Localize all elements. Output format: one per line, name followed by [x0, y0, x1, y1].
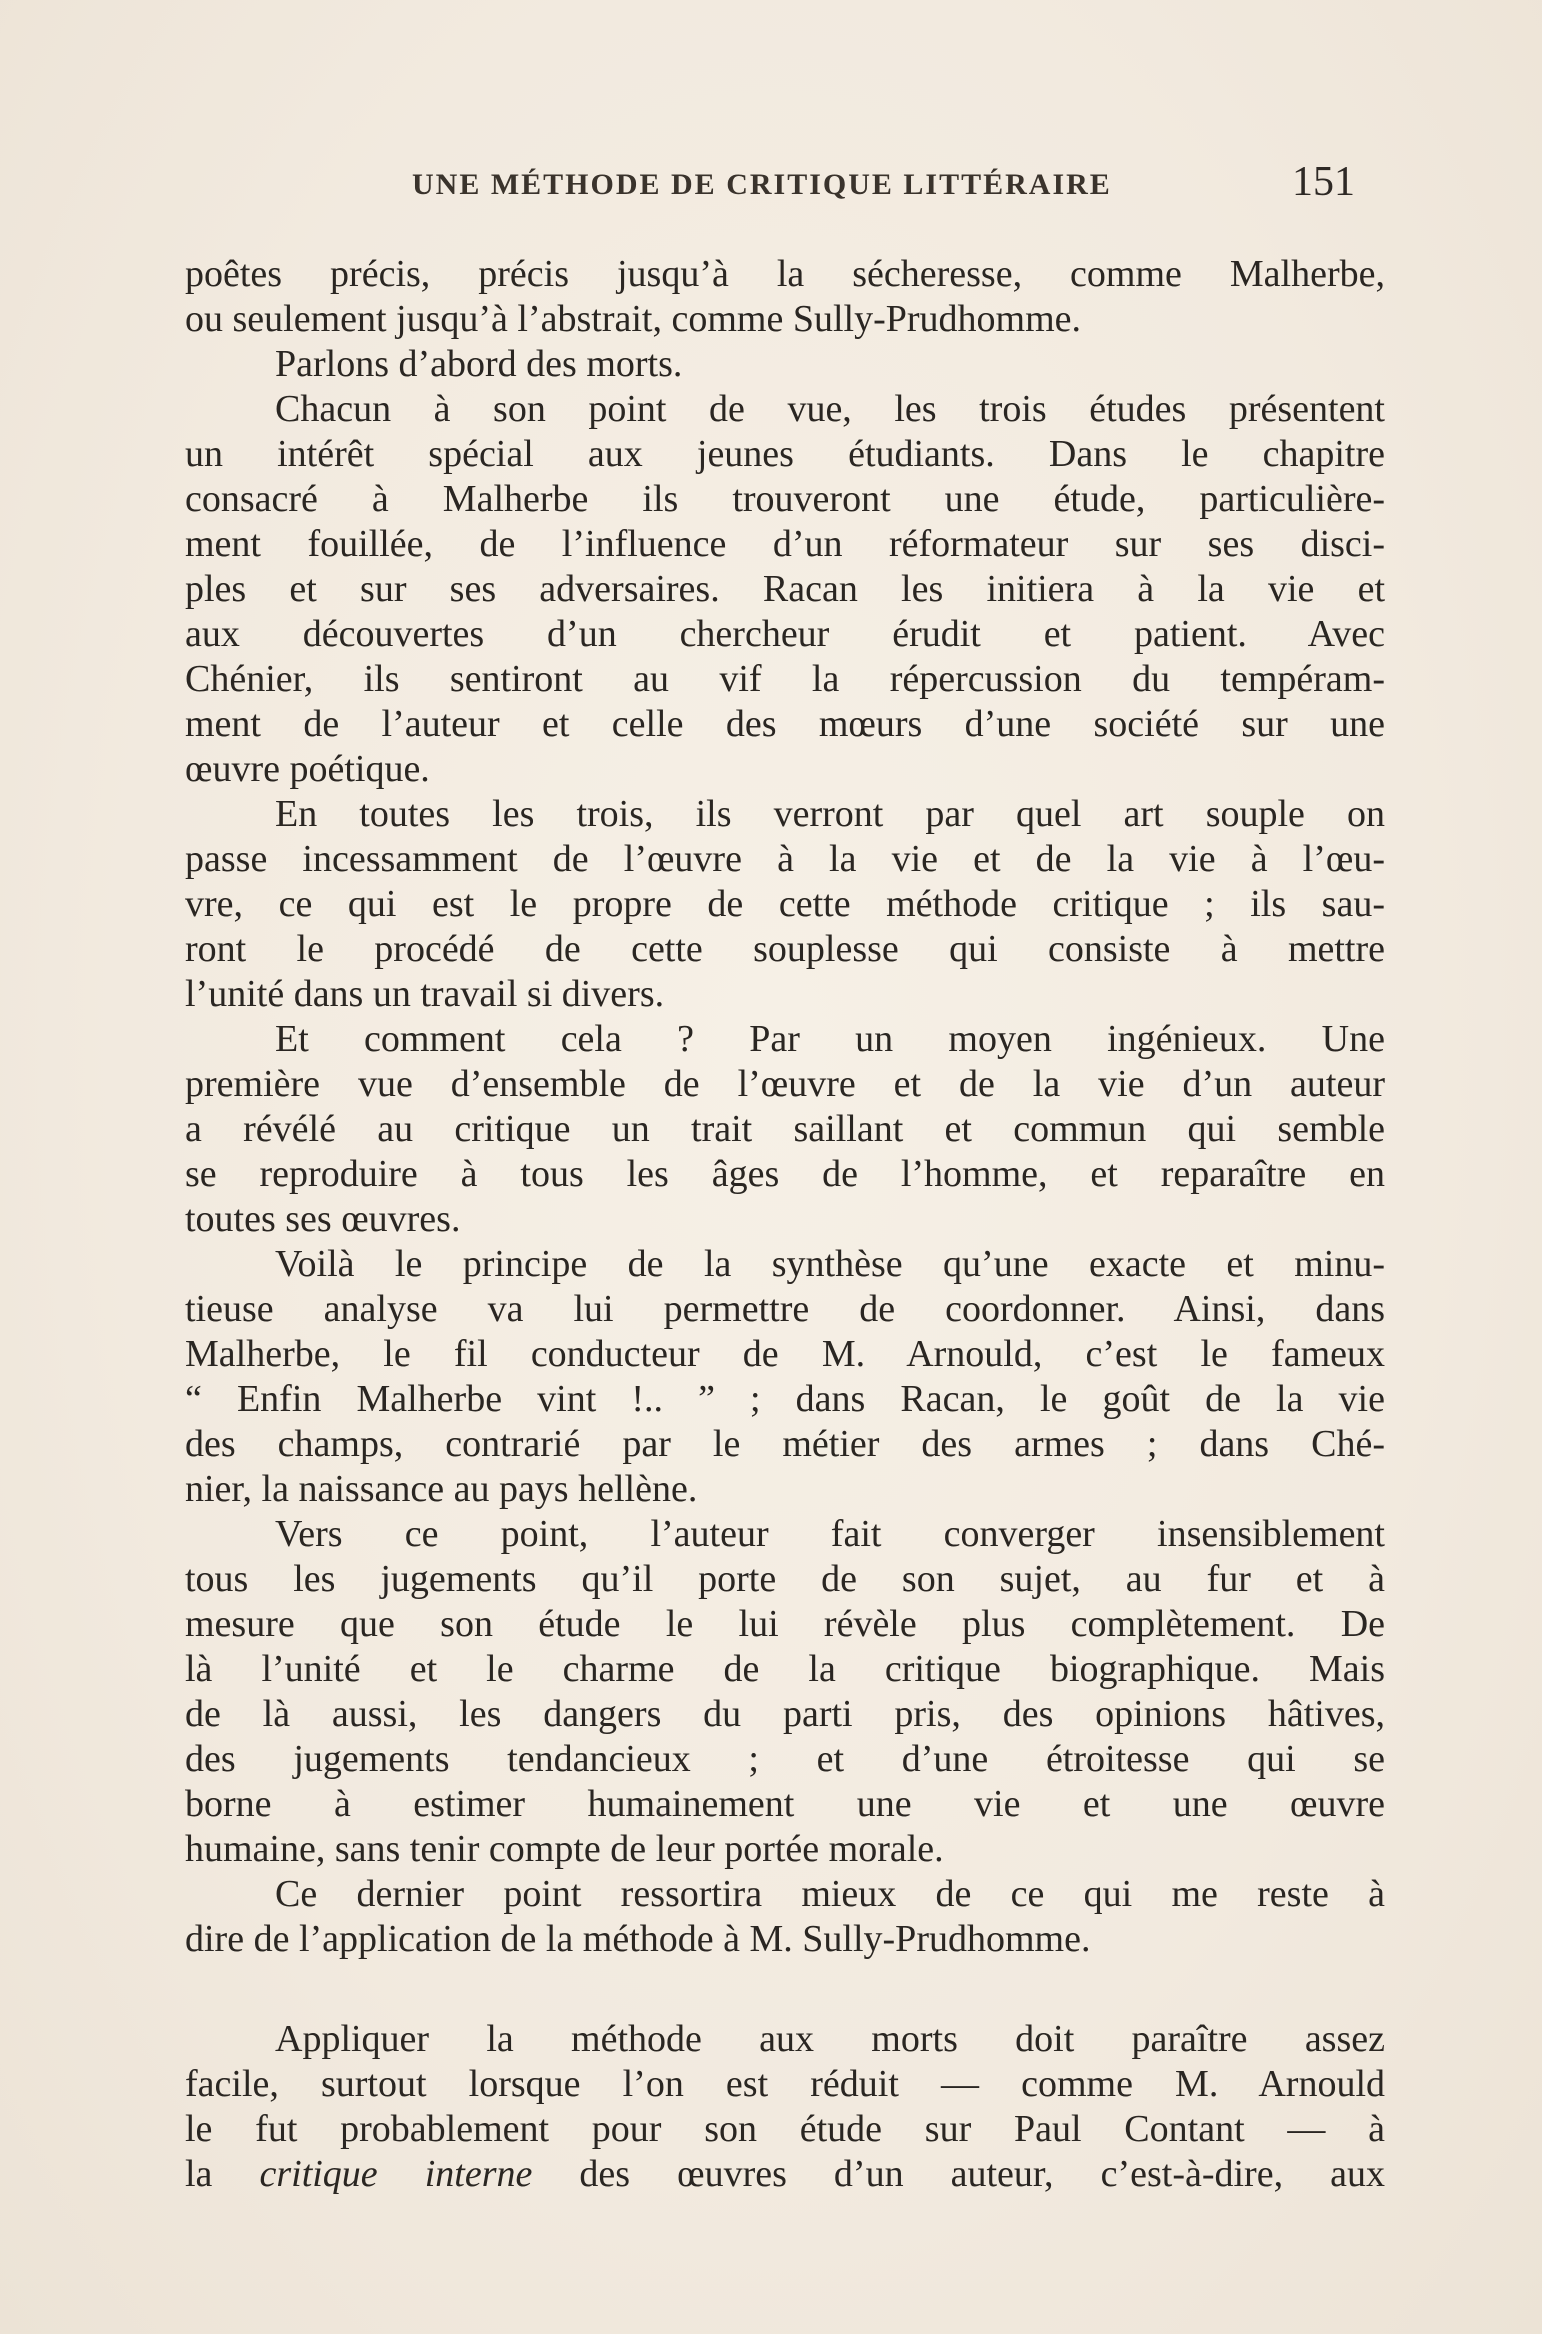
- text-line: dire de l’application de la méthode à M. Sully-Prudhomme.: [185, 1918, 1091, 1960]
- text-line: Et comment cela ? Par un moyen ingénieux. Une: [275, 1018, 1385, 1060]
- text-line: Chénier, ils sentiront au vif la répercussion du tempéram-: [185, 658, 1385, 700]
- text-line: borne à estimer humainement une vie et une œuvre: [185, 1783, 1385, 1825]
- text-line: Chacun à son point de vue, les trois études présentent: [275, 388, 1385, 430]
- text-line: nier, la naissance au pays hellène.: [185, 1468, 698, 1510]
- text-line: première vue d’ensemble de l’œuvre et de la vie d’un auteur: [185, 1063, 1385, 1105]
- text-line: le fut probablement pour son étude sur Paul Contant — à: [185, 2108, 1385, 2150]
- text-line: ment de l’auteur et celle des mœurs d’une société sur une: [185, 703, 1385, 745]
- text-line: Voilà le principe de la synthèse qu’une exacte et minu-: [275, 1243, 1385, 1285]
- text-line: de là aussi, les dangers du parti pris, des opinions hâtives,: [185, 1693, 1385, 1735]
- text-line: tieuse analyse va lui permettre de coordonner. Ainsi, dans: [185, 1288, 1385, 1330]
- text-line: Malherbe, le fil conducteur de M. Arnould, c’est le fameux: [185, 1333, 1385, 1375]
- text-line: “ Enfin Malherbe vint !.. ” ; dans Racan, le goût de la vie: [185, 1378, 1385, 1420]
- text-line: Parlons d’abord des morts.: [275, 343, 683, 385]
- text-line: facile, surtout lorsque l’on est réduit — comme M. Arnould: [185, 2063, 1385, 2105]
- section-break: [185, 1962, 1385, 2017]
- final-line-italic: critique interne: [259, 2153, 533, 2195]
- text-line: des jugements tendancieux ; et d’une étroitesse qui se: [185, 1738, 1385, 1780]
- text-line: consacré à Malherbe ils trouveront une étude, particulière-: [185, 478, 1385, 520]
- text-line: toutes ses œuvres.: [185, 1198, 461, 1240]
- text-line: un intérêt spécial aux jeunes étudiants. Dans le chapitre: [185, 433, 1385, 475]
- text-line: humaine, sans tenir compte de leur portée morale.: [185, 1828, 944, 1870]
- text-line: là l’unité et le charme de la critique biographique. Mais: [185, 1648, 1385, 1690]
- text-line: poêtes précis, précis jusqu’à la sécheresse, comme Malherbe,: [185, 253, 1385, 295]
- text-line: des champs, contrarié par le métier des armes ; dans Ché-: [185, 1423, 1385, 1465]
- text-line: ples et sur ses adversaires. Racan les initiera à la vie et: [185, 568, 1385, 610]
- text-line: Vers ce point, l’auteur fait converger insensiblement: [275, 1513, 1385, 1555]
- text-line: a révélé au critique un trait saillant et commun qui semble: [185, 1108, 1385, 1150]
- page-number: 151: [1292, 159, 1355, 205]
- text-line: aux découvertes d’un chercheur érudit et patient. Avec: [185, 613, 1385, 655]
- final-line-after: des œuvres d’un auteur, c’est-à-dire, aux: [532, 2153, 1385, 2195]
- text-line: ront le procédé de cette souplesse qui consiste à mettre: [185, 928, 1385, 970]
- text-line: Appliquer la méthode aux morts doit paraître assez: [275, 2018, 1385, 2060]
- text-line: passe incessamment de l’œuvre à la vie et de la vie à l’œu-: [185, 838, 1385, 880]
- text-line: se reproduire à tous les âges de l’homme, et reparaître en: [185, 1153, 1385, 1195]
- text-line: Ce dernier point ressortira mieux de ce qui me reste à: [275, 1873, 1385, 1915]
- text-line: vre, ce qui est le propre de cette méthode critique ; ils sau-: [185, 883, 1385, 925]
- body-text: [185, 252, 1385, 2197]
- text-section-1: [185, 252, 1385, 1962]
- text-line: tous les jugements qu’il porte de son sujet, au fur et à: [185, 1558, 1385, 1600]
- final-line-before: la: [185, 2153, 260, 2195]
- text-line-final: [185, 2152, 1385, 2197]
- running-title: UNE MÉTHODE DE CRITIQUE LITTÉRAIRE: [412, 168, 1112, 201]
- text-line: En toutes les trois, ils verront par quel art souple on: [275, 793, 1385, 835]
- text-line: ment fouillée, de l’influence d’un réformateur sur ses disci-: [185, 523, 1385, 565]
- text-line: œuvre poétique.: [185, 748, 430, 790]
- text-line: ou seulement jusqu’à l’abstrait, comme Sully-Prudhomme.: [185, 298, 1082, 340]
- text-section-2: [185, 2017, 1385, 2152]
- text-line: mesure que son étude le lui révèle plus complètement. De: [185, 1603, 1385, 1645]
- text-line: l’unité dans un travail si divers.: [185, 973, 665, 1015]
